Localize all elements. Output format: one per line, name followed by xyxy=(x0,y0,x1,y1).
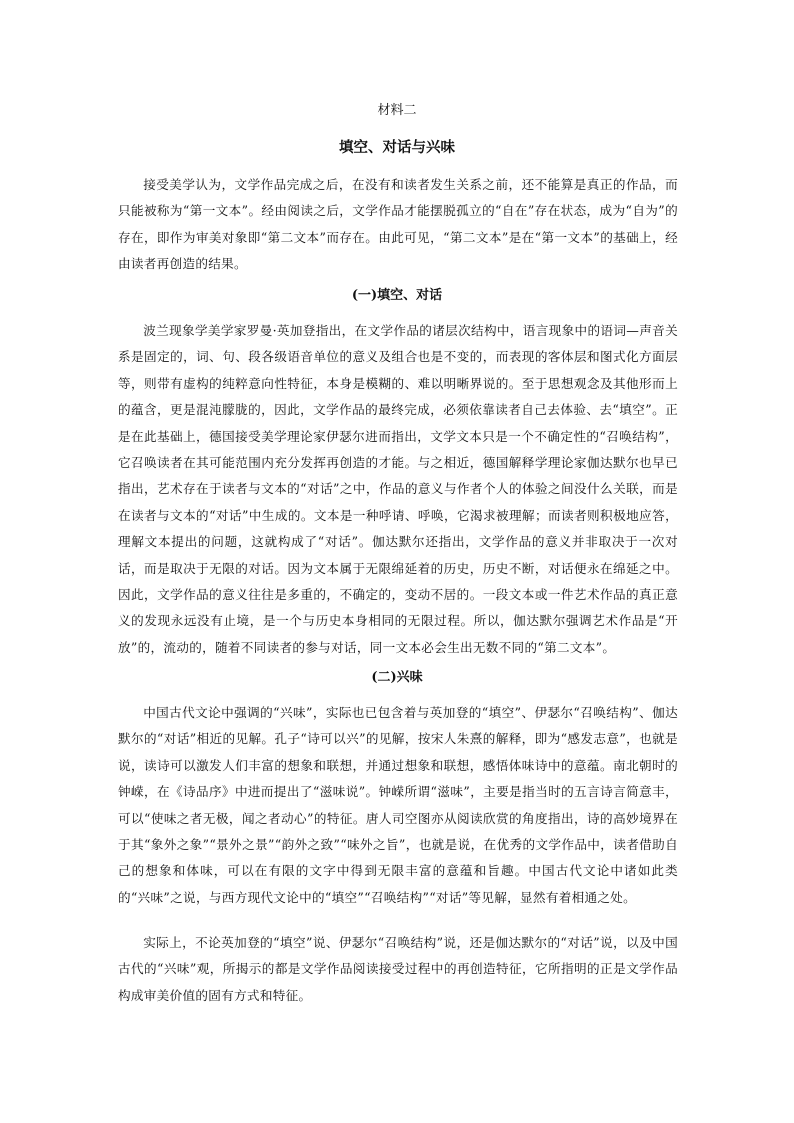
section-heading-fill-dialogue: (一)填空、对话 xyxy=(351,288,443,303)
article-title: 填空、对话与兴味 xyxy=(339,140,455,156)
section-paragraph-fill-dialogue: 波兰现象学美学家罗曼·英加登指出，在文学作品的诸层次结构中，语言现象中的语词—声音关系是固定的，词、句、段各级语音单位的意义及组合也是不变的，而表现的客体层和图式化方面层等，则带有虚构的纯粹意向性特征，本身是模糊的、难以明晰界说的。至于思想观念及其他形而上的蕴含，更是混沌朦胧的，因此，文学作品的最终完成，必须依靠读者自己去体验、去“填空”。正是在此基础上，德国接受美学理论家伊瑟尔进而指出，文学文本只是一个不确定性的“召唤结构”，它召唤读者在其可能范围内充分发挥再创造的才能。与之相近，德国解释学理论家伽达默尔也早已指出，艺术存在于读者与文本的“对话”之中，作品的意义与作者个人的体验之间没什么关联，而是在读者与文本的“对话”中生成的。文本是一种呼请、呼唤，它渴求被理解；而读者则积极地应答，理解文本提出的问题，这就构成了“对话”。伽达默尔还指出，文学作品的意义并非取决于一次对话，而是取决于无限的对话。因为文本属于无限绵延着的历史，历史不断，对话便永在绵延之中。因此，文学作品的意义往往是多重的，不确定的，变动不居的。一段文本或一件艺术作品的真正意义的发现永远没有止境，是一个与历史本身相同的无限过程。所以，伽达默尔强调艺术作品是“开放”的，流动的，随着不同读者的参与对话，同一文本必会生出无数不同的“第二文本”。 xyxy=(118,323,678,655)
section-heading-xingwei: (二)兴味 xyxy=(371,670,423,685)
intro-paragraph: 接受美学认为，文学作品完成之后，在没有和读者发生关系之前，还不能算是真正的作品，而只能被称为“第一文本”。经由阅读之后，文学作品才能摆脱孤立的“自在”存在状态，成为“自为”的存在，即作为审美对象即“第二文本”而存在。由此可见，“第二文本”是在“第一文本”的基础上，经由读者再创造的结果。 xyxy=(118,177,678,272)
section-paragraph-xingwei: 中国古代文论中强调的“兴味”，实际也已包含着与英加登的“填空”、伊瑟尔“召唤结构”、伽达默尔的“对话”相近的见解。孔子“诗可以兴”的见解，按宋人朱熹的解释，即为“感发志意”，也就是说，读诗可以激发人们丰富的想象和联想，并通过想象和联想，感悟体味诗中的意蕴。南北朝时的钟嵘，在《诗品序》中进而提出了“滋味说”。钟嵘所谓“滋味”，主要是指当时的五言诗言简意丰，可以“使味之者无极，闻之者动心”的特征。唐人司空图亦从阅读欣赏的角度指出，诗的高妙境界在于其“象外之象”“景外之景”“韵外之致”“味外之旨”，也就是说，在优秀的文学作品中，读者借助自己的想象和体味，可以在有限的文字中得到无限丰富的意蕴和旨趣。中国古代文论中诸如此类的“兴味”之说，与西方现代文论中的“填空”“召唤结构”“对话”等见解，显然有着相通之处。 xyxy=(118,705,678,905)
material-label: 材料二 xyxy=(377,103,417,118)
conclusion-paragraph: 实际上，不论英加登的“填空”说、伊瑟尔“召唤结构”说，还是伽达默尔的“对话”说，以及中国古代的“兴味”观，所揭示的都是文学作品阅读接受过程中的再创造特征，它所指明的正是文学作品构成审美价值的固有方式和特征。 xyxy=(118,935,678,1003)
